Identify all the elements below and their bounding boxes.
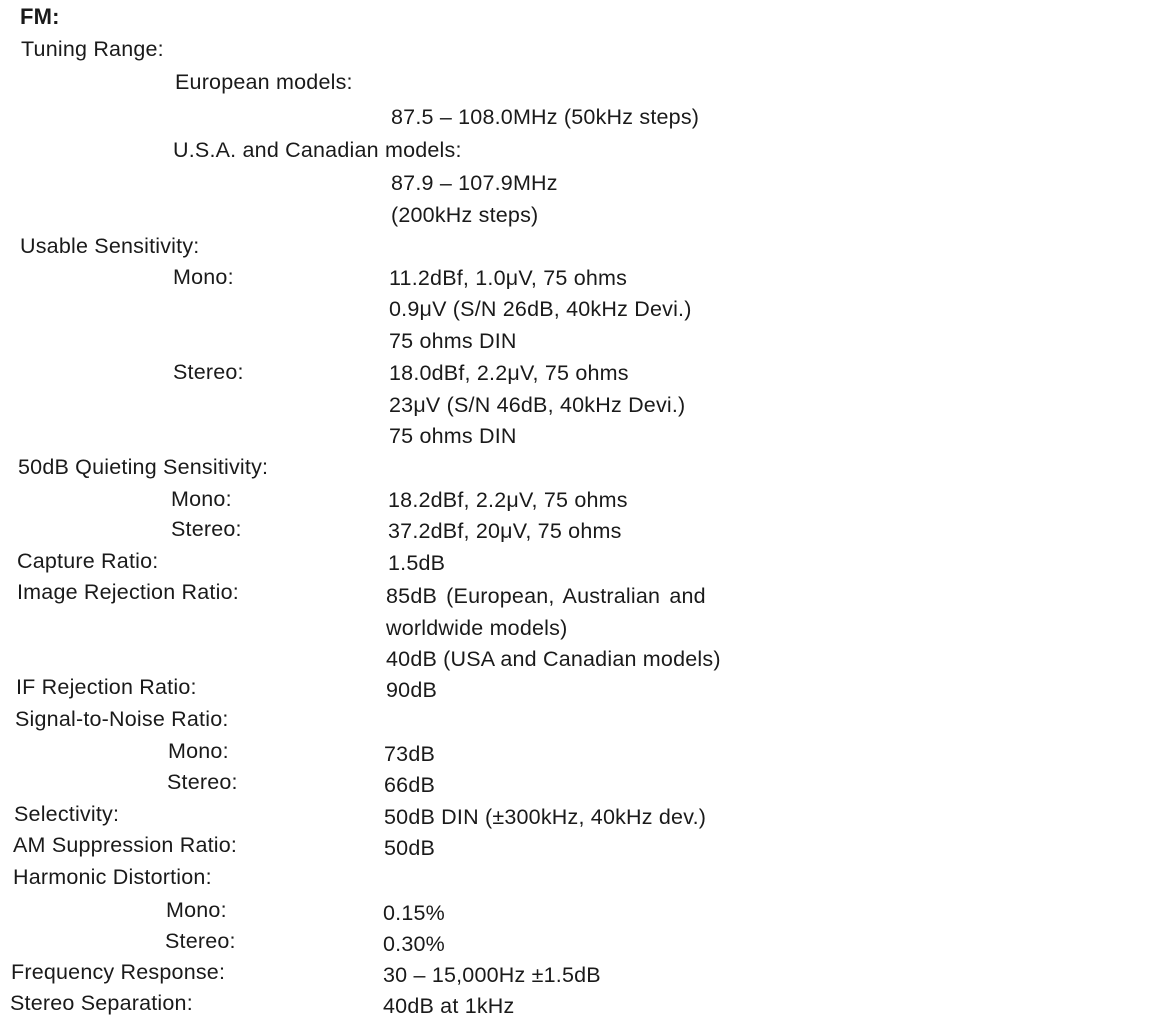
usable-sensitivity-mono-value-2: 0.9μV (S/N 26dB, 40kHz Devi.) xyxy=(389,297,692,321)
usable-sensitivity-stereo-value-2: 23μV (S/N 46dB, 40kHz Devi.) xyxy=(389,393,686,417)
frequency-response-label: Frequency Response: xyxy=(11,960,226,984)
harmonic-distortion-stereo-label: Stereo: xyxy=(165,929,236,953)
signal-to-noise-mono-value: 73dB xyxy=(384,742,436,766)
harmonic-distortion-stereo-value: 0.30% xyxy=(383,932,445,956)
quieting-mono-value: 18.2dBf, 2.2μV, 75 ohms xyxy=(388,488,628,512)
tuning-range-label: Tuning Range: xyxy=(21,37,164,61)
am-suppression-label: AM Suppression Ratio: xyxy=(13,833,238,857)
usable-sensitivity-mono-value-1: 11.2dBf, 1.0μV, 75 ohms xyxy=(389,266,628,290)
am-suppression-value: 50dB xyxy=(384,836,436,860)
quieting-stereo-label: Stereo: xyxy=(171,517,242,541)
quieting-stereo-value: 37.2dBf, 20μV, 75 ohms xyxy=(388,519,622,543)
harmonic-distortion-mono-value: 0.15% xyxy=(383,901,445,925)
quieting-sensitivity-label: 50dB Quieting Sensitivity: xyxy=(18,455,269,479)
selectivity-value: 50dB DIN (±300kHz, 40kHz dev.) xyxy=(384,805,707,829)
signal-to-noise-stereo-label: Stereo: xyxy=(167,770,238,794)
image-rejection-value-1: 85dB (European, Australian and xyxy=(386,584,706,608)
signal-to-noise-stereo-value: 66dB xyxy=(384,773,436,797)
european-models-value: 87.5 – 108.0MHz (50kHz steps) xyxy=(391,105,700,129)
stereo-separation-value: 40dB at 1kHz xyxy=(383,994,515,1018)
image-rejection-value-2: worldwide models) xyxy=(386,616,568,640)
usable-sensitivity-stereo-value-3: 75 ohms DIN xyxy=(389,424,517,448)
signal-to-noise-mono-label: Mono: xyxy=(168,739,229,763)
image-rejection-label: Image Rejection Ratio: xyxy=(17,580,239,604)
usable-sensitivity-stereo-value-1: 18.0dBf, 2.2μV, 75 ohms xyxy=(389,361,629,385)
usa-models-label: U.S.A. and Canadian models: xyxy=(173,138,462,162)
usable-sensitivity-stereo-label: Stereo: xyxy=(173,360,244,384)
stereo-separation-label: Stereo Separation: xyxy=(10,991,193,1015)
usable-sensitivity-label: Usable Sensitivity: xyxy=(20,234,200,258)
quieting-mono-label: Mono: xyxy=(171,487,232,511)
section-heading: FM: xyxy=(20,4,60,29)
usa-models-value-line2: (200kHz steps) xyxy=(391,203,539,227)
capture-ratio-label: Capture Ratio: xyxy=(17,549,159,573)
harmonic-distortion-label: Harmonic Distortion: xyxy=(13,865,212,889)
selectivity-label: Selectivity: xyxy=(14,802,120,826)
harmonic-distortion-mono-label: Mono: xyxy=(166,898,227,922)
usable-sensitivity-mono-value-3: 75 ohms DIN xyxy=(389,329,517,353)
european-models-label: European models: xyxy=(175,70,353,94)
usable-sensitivity-mono-label: Mono: xyxy=(173,265,234,289)
frequency-response-value: 30 – 15,000Hz ±1.5dB xyxy=(383,963,601,987)
image-rejection-value-3: 40dB (USA and Canadian models) xyxy=(386,647,721,671)
capture-ratio-value: 1.5dB xyxy=(388,551,446,575)
if-rejection-value: 90dB xyxy=(386,678,438,702)
if-rejection-label: IF Rejection Ratio: xyxy=(16,675,197,699)
signal-to-noise-label: Signal-to-Noise Ratio: xyxy=(15,707,229,731)
usa-models-value-line1: 87.9 – 107.9MHz xyxy=(391,171,558,195)
